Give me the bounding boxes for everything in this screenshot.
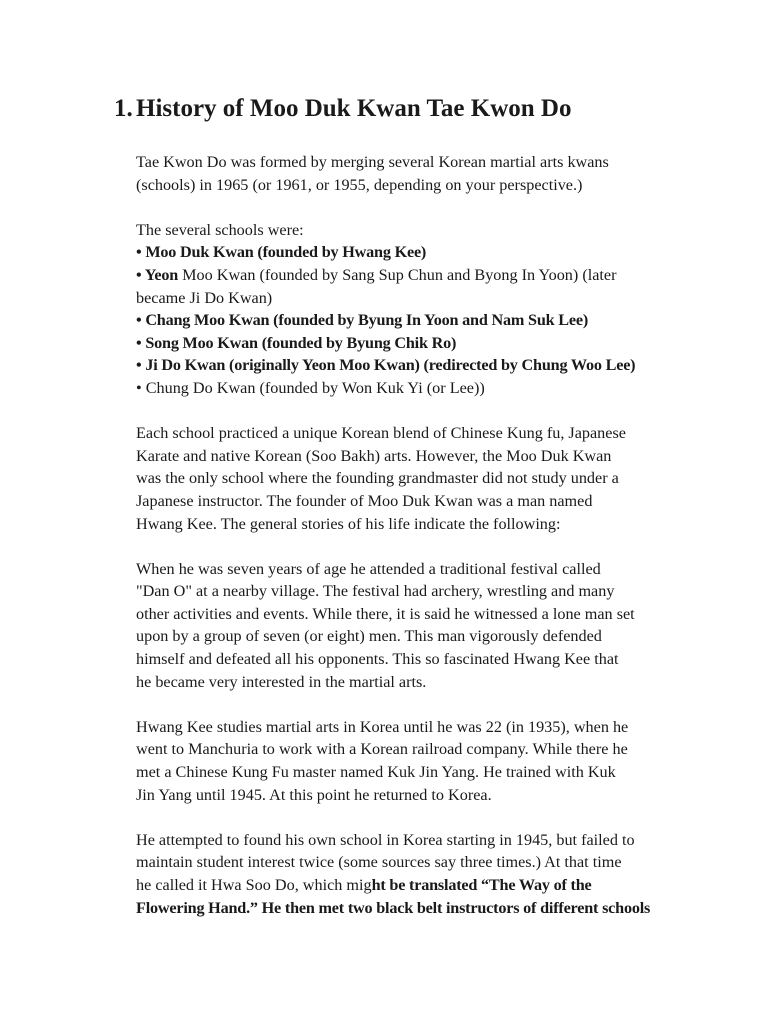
text-line: "Dan O" at a nearby village. The festival had archery, wrestling and many [136,582,615,601]
schools-lead: The several schools were: [136,220,304,239]
text-line: (schools) in 1965 (or 1961, or 1955, depending on your perspective.) [136,175,583,194]
text-line-bold: Flowering Hand.” He then met two black belt instructors of different schools [136,898,651,917]
intro-paragraph [136,151,696,196]
text-line: maintain student interest twice (some sources say three times.) At that time [136,853,622,872]
text-line: upon by a group of seven (or eight) men. This man vigorously defended [136,627,602,646]
school-item-ji-do-kwan: • Ji Do Kwan (originally Yeon Moo Kwan) (redirected by Chung Woo Lee) [136,356,636,375]
school-item-yeon-moo-kwan [136,264,696,287]
bold-run: ht be translated “The Way of the [371,876,592,894]
school-item-rest: Moo Kwan (founded by Sang Sup Chun and Byong In Yoon) (later [178,265,617,284]
text-line-mixed [136,874,696,897]
school-item-chung-do-kwan: • Chung Do Kwan (founded by Won Kuk Yi (or Lee)) [136,378,485,397]
text-line: was the only school where the founding grandmaster did not study under a [136,469,619,488]
school-item-moo-duk-kwan: • Moo Duk Kwan (founded by Hwang Kee) [136,243,427,262]
text-line: Jin Yang until 1945. At this point he returned to Korea. [136,785,492,804]
school-item-lead: • Yeon [136,265,179,284]
text-line: He attempted to found his own school in Korea starting in 1945, but failed to [136,830,635,849]
plain-run: he called it Hwa Soo Do, which mig [136,876,372,894]
school-item-chang-moo-kwan: • Chang Moo Kwan (founded by Byung In Yoon and Nam Suk Lee) [136,311,589,330]
text-line: he became very interested in the martial arts. [136,672,427,691]
text-line: went to Manchuria to work with a Korean railroad company. While there he [136,740,628,759]
blend-paragraph [136,422,696,535]
text-line: Tae Kwon Do was formed by merging several Korean martial arts kwans [136,153,609,171]
festival-paragraph [136,558,696,694]
manchuria-paragraph [136,716,696,806]
schools-list [136,219,696,400]
school-item-continuation: became Ji Do Kwan) [136,288,273,307]
text-line: When he was seven years of age he attended a traditional festival called [136,559,601,578]
text-line: other activities and events. While there, it is said he witnessed a lone man set [136,604,635,623]
text-line: himself and defeated all his opponents. This so fascinated Hwang Kee that [136,650,619,669]
text-line: Each school practiced a unique Korean blend of Chinese Kung fu, Japanese [136,424,626,443]
text-line: met a Chinese Kung Fu master named Kuk Jin Yang. He trained with Kuk [136,763,616,782]
heading-number: 1. [114,95,133,122]
school-item-song-moo-kwan: • Song Moo Kwan (founded by Byung Chik Ro) [136,333,457,352]
document-body [136,151,696,942]
school-founding-paragraph [136,829,696,919]
text-line: Japanese instructor. The founder of Moo Duk Kwan was a man named [136,491,593,510]
text-line: Hwang Kee studies martial arts in Korea until he was 22 (in 1935), when he [136,717,629,736]
text-line: Hwang Kee. The general stories of his life indicate the following: [136,514,561,533]
text-line: Karate and native Korean (Soo Bakh) arts. However, the Moo Duk Kwan [136,446,612,465]
section-heading [114,93,571,125]
heading-title: History of Moo Duk Kwan Tae Kwon Do [136,95,572,122]
